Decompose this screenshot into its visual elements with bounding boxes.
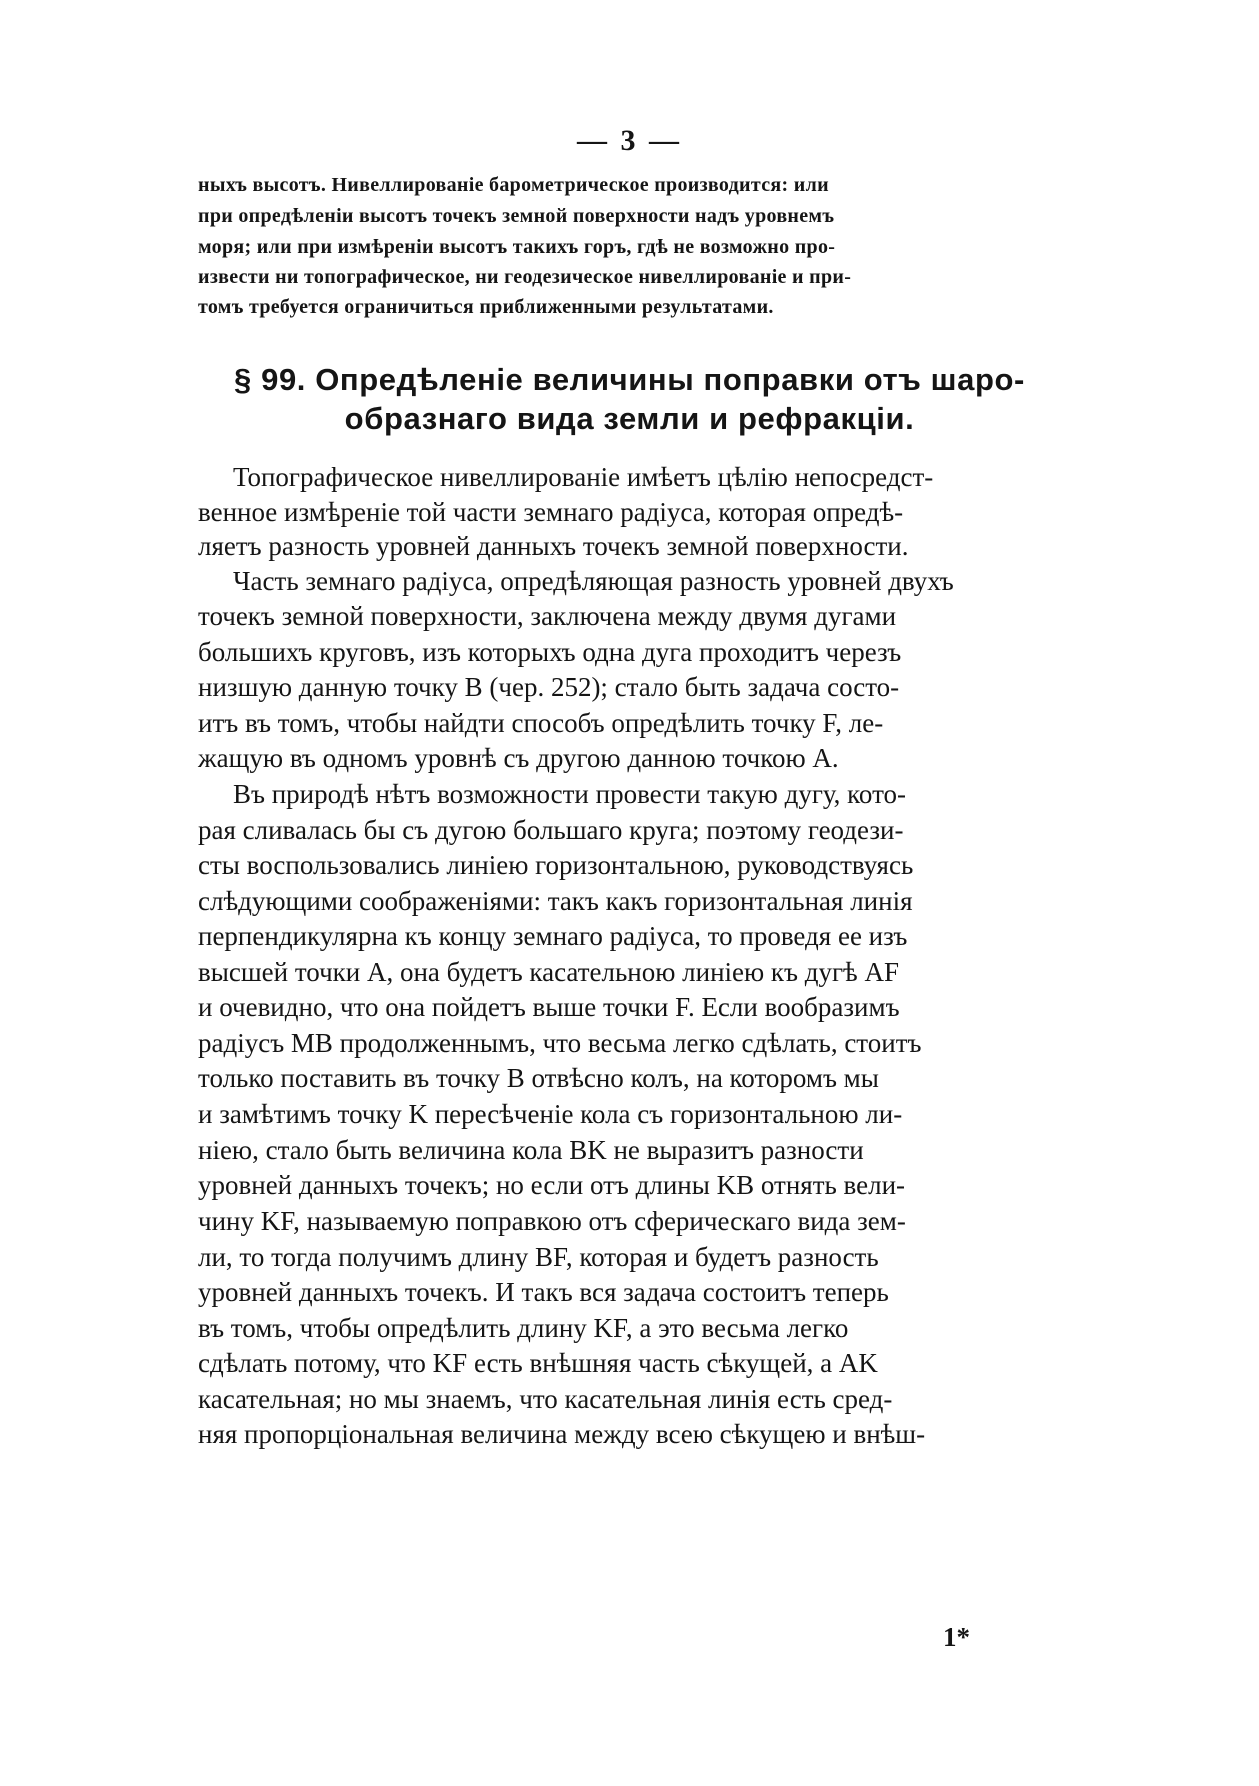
body-paragraph-3-line-12: уровней данныхъ точекъ; но если отъ длины KB отнять вели- bbox=[198, 1170, 906, 1200]
top-paragraph-line-3: моря; или при измѣреніи высотъ такихъ горъ, гдѣ не возможно про- bbox=[198, 236, 836, 258]
body-paragraph-3-line-18: касательная; но мы знаемъ, что касательная линія есть сред- bbox=[198, 1384, 893, 1414]
body-paragraph-2-line-2: точекъ земной поверхности, заключена между двумя дугами bbox=[198, 601, 897, 631]
body-paragraph-3-line-1: Въ природѣ нѣтъ возможности провести такую дугу, кото- bbox=[233, 779, 907, 809]
page-number: — 3 — bbox=[577, 124, 682, 157]
section-heading-line-2: образнаго вида земли и рефракціи. bbox=[344, 401, 915, 436]
body-paragraph-3-line-9: только поставить въ точку B отвѣсно колъ, на которомъ мы bbox=[198, 1063, 879, 1093]
body-paragraph-3-line-5: перпендикулярна къ концу земнаго радіуса, то проведя ее изъ bbox=[198, 921, 908, 951]
body-paragraph-1-line-1: Топографическое нивеллированіе имѣетъ цѣлію непосредст- bbox=[233, 462, 934, 492]
body-paragraph-3-line-14: ли, то тогда получимъ длину BF, которая и будетъ разность bbox=[198, 1242, 879, 1272]
body-paragraph-3-line-10: и замѣтимъ точку K пересѣченіе кола съ горизонтальною ли- bbox=[198, 1099, 903, 1129]
top-paragraph-line-2: при опредѣленіи высотъ точекъ земной поверхности надъ уровнемъ bbox=[198, 205, 835, 227]
body-paragraph-3-line-3: сты воспользовались линіею горизонтальною, руководствуясь bbox=[198, 850, 914, 880]
body-paragraph-1-line-3: ляетъ разность уровней данныхъ точекъ земной поверхности. bbox=[198, 531, 909, 561]
top-paragraph-line-1: ныхъ высотъ. Нивеллированіе барометрическое производится: или bbox=[198, 174, 829, 196]
body-paragraph-2-line-3: большихъ круговъ, изъ которыхъ одна дуга проходитъ черезъ bbox=[198, 637, 902, 667]
body-paragraph-3-line-17: сдѣлать потому, что KF есть внѣшняя часть сѣкущей, а AK bbox=[198, 1348, 878, 1378]
body-paragraph-2-line-6: жащую въ одномъ уровнѣ съ другою данною точкою A. bbox=[198, 743, 839, 773]
signature-mark: 1* bbox=[943, 1622, 970, 1652]
body-paragraph-3-line-2: рая сливалась бы съ дугою большаго круга; поэтому геодези- bbox=[198, 815, 904, 845]
body-paragraph-3-line-4: слѣдующими соображеніями: такъ какъ горизонтальная линія bbox=[198, 886, 913, 916]
body-paragraph-1-line-2: венное измѣреніе той части земнаго радіуса, которая опредѣ- bbox=[198, 497, 904, 527]
body-paragraph-3-line-6: высшей точки A, она будетъ касательною линіею къ дугѣ AF bbox=[198, 957, 899, 987]
body-paragraph-3-line-15: уровней данныхъ точекъ. И такъ вся задача состоитъ теперь bbox=[198, 1277, 889, 1307]
body-paragraph-2-line-5: итъ въ томъ, чтобы найдти способъ опредѣлить точку F, ле- bbox=[198, 708, 884, 738]
top-paragraph-line-5: томъ требуется ограничиться приближенными результатами. bbox=[198, 296, 774, 318]
section-heading-line-1: § 99. Опредѣленіе величины поправки отъ шаро- bbox=[234, 362, 1025, 397]
body-paragraph-3-line-13: чину KF, называемую поправкою отъ сферическаго вида зем- bbox=[198, 1206, 906, 1236]
body-paragraph-2-line-4: низшую данную точку B (чер. 252); стало быть задача состо- bbox=[198, 672, 900, 702]
body-paragraph-2-line-1: Часть земнаго радіуса, опредѣляющая разность уровней двухъ bbox=[233, 566, 954, 596]
top-paragraph-line-4: извести ни топографическое, ни геодезическое нивеллированіе и при- bbox=[198, 266, 852, 288]
body-paragraph-3-line-16: въ томъ, чтобы опредѣлить длину KF, а это весьма легко bbox=[198, 1313, 849, 1343]
body-paragraph-3-line-7: и очевидно, что она пойдетъ выше точки F. Если вообразимъ bbox=[198, 992, 900, 1022]
body-paragraph-3-line-19: няя пропорціональная величина между всею сѣкущею и внѣш- bbox=[198, 1419, 926, 1449]
body-paragraph-3-line-8: радіусъ MB продолженнымъ, что весьма легко сдѣлать, стоитъ bbox=[198, 1028, 922, 1058]
body-paragraph-3-line-11: ніею, стало быть величина кола BK не выразитъ разности bbox=[198, 1135, 864, 1165]
